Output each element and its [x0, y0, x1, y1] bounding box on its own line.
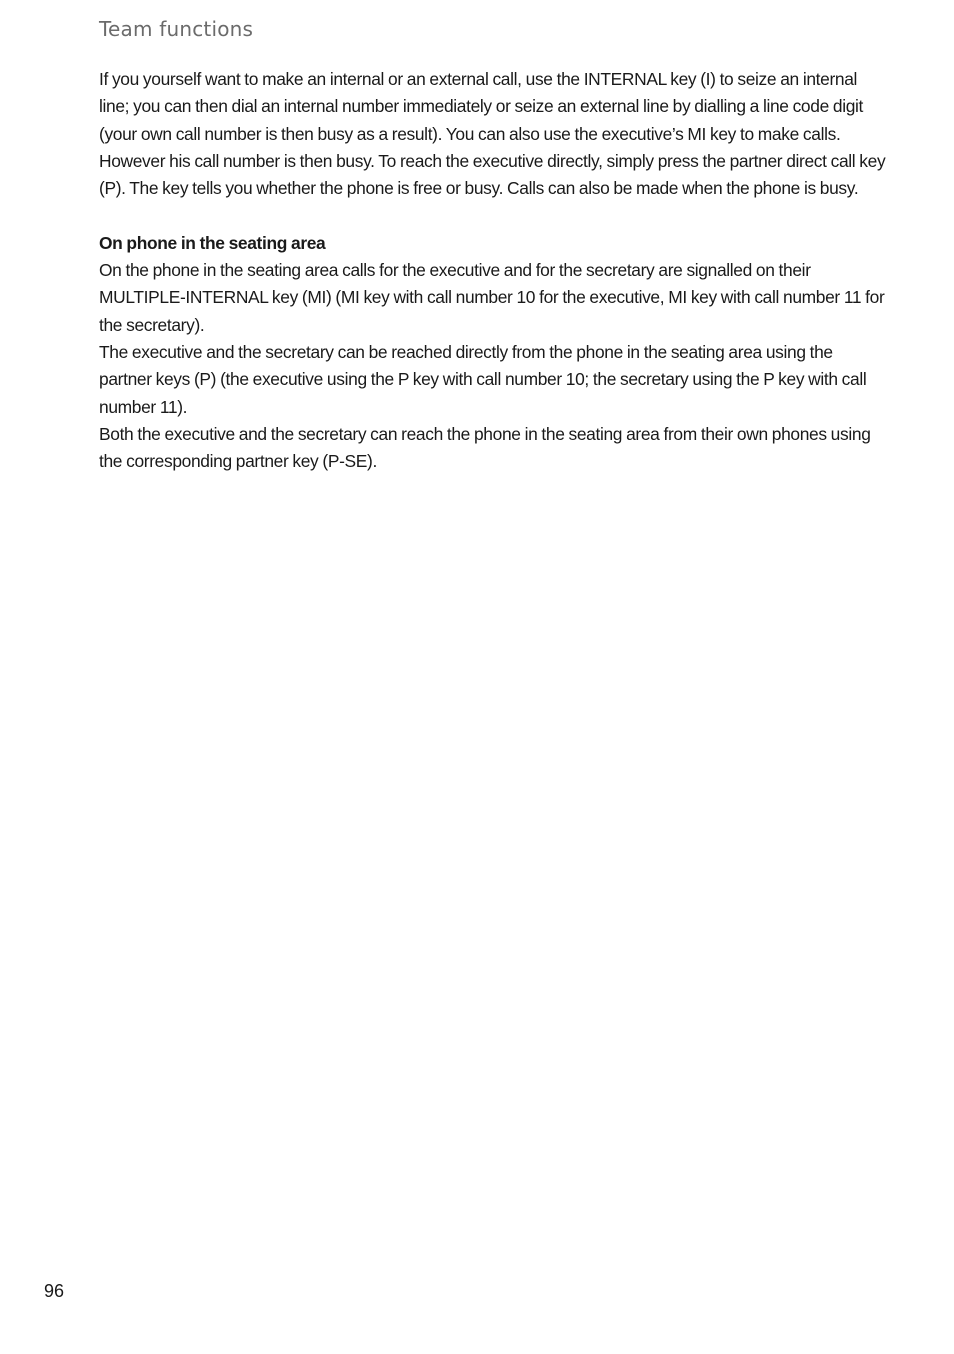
section-heading: On phone in the seating area	[99, 232, 326, 253]
page-content	[99, 66, 889, 475]
intro-paragraph: If you yourself want to make an internal or an external call, use the INTERNAL key (I) to seize an internal line; you can then dial an internal number immediately or seize an external line by dialling a line code digit (your own call number is then busy as a result). You can also use the executive’s MI key to make calls. However his call number is then busy. To reach the executive directly, simply press the partner direct call key (P). The key tells you whether the phone is free or busy. Calls can also be made when the phone is busy.	[99, 69, 886, 199]
section-paragraph-1: On the phone in the seating area calls for the executive and for the secretary are signalled on their MULTIPLE-INTERNAL key (MI) (MI key with call number 10 for the executive, MI key with call number 11 for the secretary).	[99, 260, 885, 335]
section-paragraph-3: Both the executive and the secretary can reach the phone in the seating area from their own phones using the corresponding partner key (P-SE).	[99, 423, 871, 472]
page-header-title: Team functions	[99, 17, 254, 41]
section-paragraph-2: The executive and the secretary can be reached directly from the phone in the seating area using the partner keys (P) (the executive using the P key with call number 10; the secretary using the P key with call number 11).	[99, 341, 867, 417]
paragraph-gap	[99, 202, 889, 229]
page-number: 96	[44, 1281, 65, 1301]
